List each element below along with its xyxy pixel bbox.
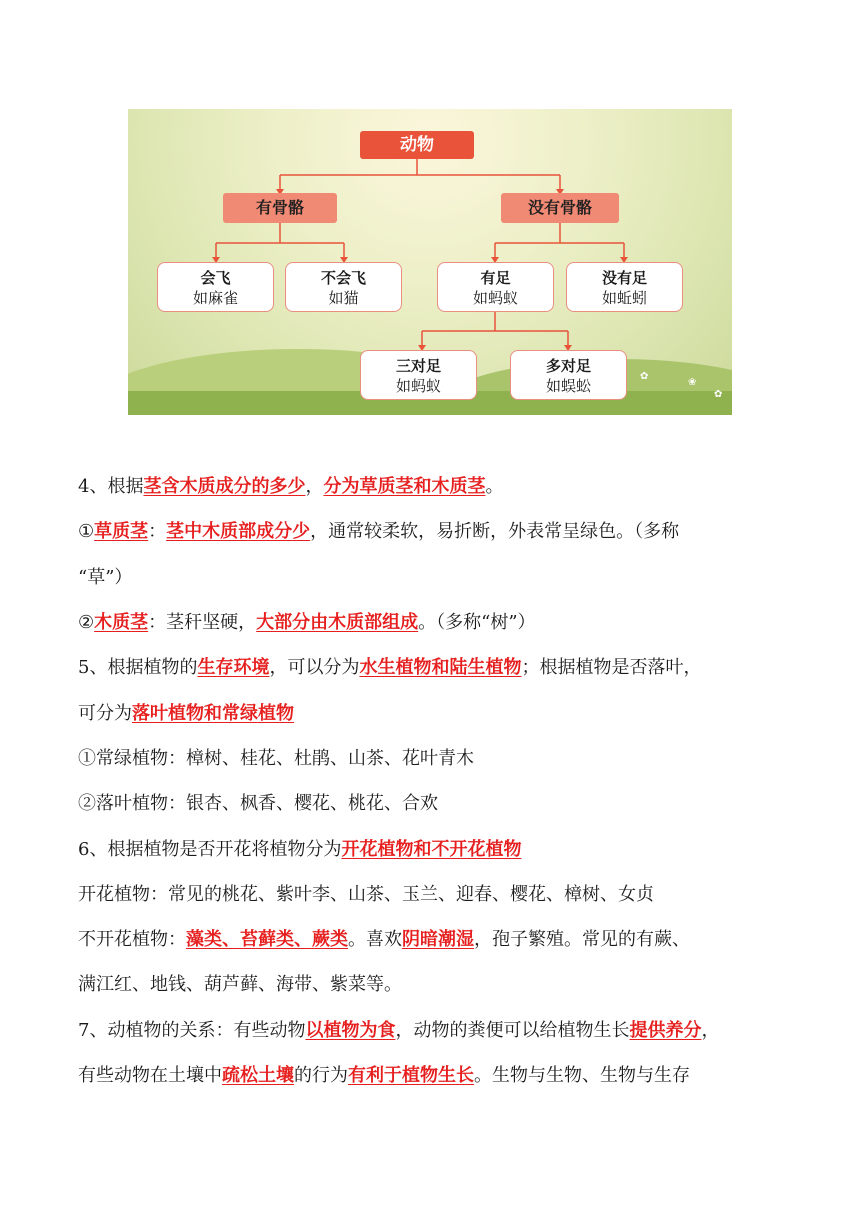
node-title: 有足 [480,269,511,287]
text-run: ， [701,1020,720,1041]
highlight-text: 分为草质茎和木质茎 [323,476,486,497]
text-line-habitat-classification [78,656,788,680]
text-line-flowering-plants [78,883,788,907]
highlight-text: 生存环境 [197,657,270,678]
text-line-non-flowering-plants [78,928,788,952]
text-run: 可分为 [78,703,132,724]
text-run: ②落叶植物：银杏、枫香、樱花、桃花、合欢 [78,793,438,814]
highlight-text: 提供养分 [629,1020,702,1041]
node-example: 如蚯蚓 [601,289,647,307]
node-example: 如猫 [328,289,359,307]
flower-icon: ✿ [714,389,723,400]
node-title: 会飞 [200,269,231,287]
text-line-soil-relation [78,1064,788,1088]
node-example: 如蚂蚁 [395,377,441,395]
node-many-pairs-feet [510,350,627,400]
text-run: 。喜欢 [348,929,402,950]
text-run: “草”） [78,567,133,588]
node-three-pairs-feet [360,350,477,400]
node-title: 没有足 [601,269,647,287]
node-title: 不会飞 [320,269,366,287]
text-run: 。生物与生物、生物与生存 [474,1065,690,1086]
text-line-leaf-classification [78,702,788,726]
node-example: 如蜈蚣 [545,377,591,395]
node-example: 如蚂蚁 [472,289,518,307]
text-run: 。（多称“树”） [418,612,536,633]
highlight-text: 阴暗潮湿 [402,929,474,950]
highlight-text: 木质茎 [94,612,149,633]
text-run: 。 [485,476,504,497]
text-run: ，通常较柔软，易折断，外表常呈绿色。（多称 [310,521,680,542]
text-line-deciduous [78,792,788,816]
text-line-stem-classification [78,475,788,499]
node-example: 如麻雀 [192,289,238,307]
highlight-text: 以植物为食 [305,1020,396,1041]
highlight-text: 茎中木质部成分少 [166,521,311,542]
text-run: 4、根据 [78,476,144,497]
animal-classification-diagram [128,109,732,415]
node-with-skeleton: 有骨骼 [223,193,337,223]
text-run: 有些动物在土壤中 [78,1065,222,1086]
text-run: ① [78,521,95,542]
text-run: ② [78,612,95,633]
text-line-herbaceous-stem [78,520,788,544]
highlight-text: 茎含木质成分的多少 [143,476,306,497]
text-run: 6、根据植物是否开花将植物分为 [78,839,342,860]
text-line-evergreen [78,747,788,771]
text-line-non-flowering-examples [78,973,788,997]
node-cannot-fly [285,262,402,312]
node-can-fly [157,262,274,312]
node-animal: 动物 [360,131,474,159]
highlight-text: 落叶植物和常绿植物 [132,703,294,724]
text-run: ①常绿植物：樟树、桂花、杜鹃、山茶、花叶青木 [78,748,474,769]
text-line-flowering-classification [78,838,788,862]
highlight-text: 藻类、苔藓类、蕨类 [186,929,348,950]
flower-icon: ❀ [688,377,697,388]
text-run: 满江红、地钱、葫芦藓、海带、紫菜等。 [78,974,402,995]
highlight-text: 大部分由木质部组成 [256,612,419,633]
text-run: ， [305,476,324,497]
node-has-feet [437,262,554,312]
text-run: ；根据植物是否落叶， [521,657,702,678]
text-line-woody-stem [78,611,788,635]
highlight-text: 水生植物和陆生植物 [359,657,522,678]
text-run: 5、根据植物的 [78,657,198,678]
node-title: 多对足 [545,357,591,375]
highlight-text: 开花植物和不开花植物 [341,839,522,860]
flower-icon: ✿ [640,371,649,382]
text-run: 不开花植物： [78,929,186,950]
text-run: 开花植物：常见的桃花、紫叶李、山茶、玉兰、迎春、樱花、樟树、女贞 [78,884,654,905]
text-run: 7、动植物的关系：有些动物 [78,1020,306,1041]
text-run: ，动物的粪便可以给植物生长 [395,1020,630,1041]
node-title: 三对足 [395,357,441,375]
text-run: ：茎秆坚硬， [148,612,257,633]
text-run: 的行为 [294,1065,348,1086]
text-line-herbaceous-note [78,566,788,590]
highlight-text: 有利于植物生长 [348,1065,474,1086]
highlight-text: 草质茎 [94,521,149,542]
node-without-skeleton: 没有骨骼 [501,193,619,223]
node-no-feet [566,262,683,312]
text-run: ，可以分为 [269,657,360,678]
highlight-text: 疏松土壤 [222,1065,294,1086]
text-run: ，孢子繁殖。常见的有蕨、 [474,929,690,950]
text-line-animal-plant-relation [78,1019,788,1043]
text-run: ： [148,521,167,542]
